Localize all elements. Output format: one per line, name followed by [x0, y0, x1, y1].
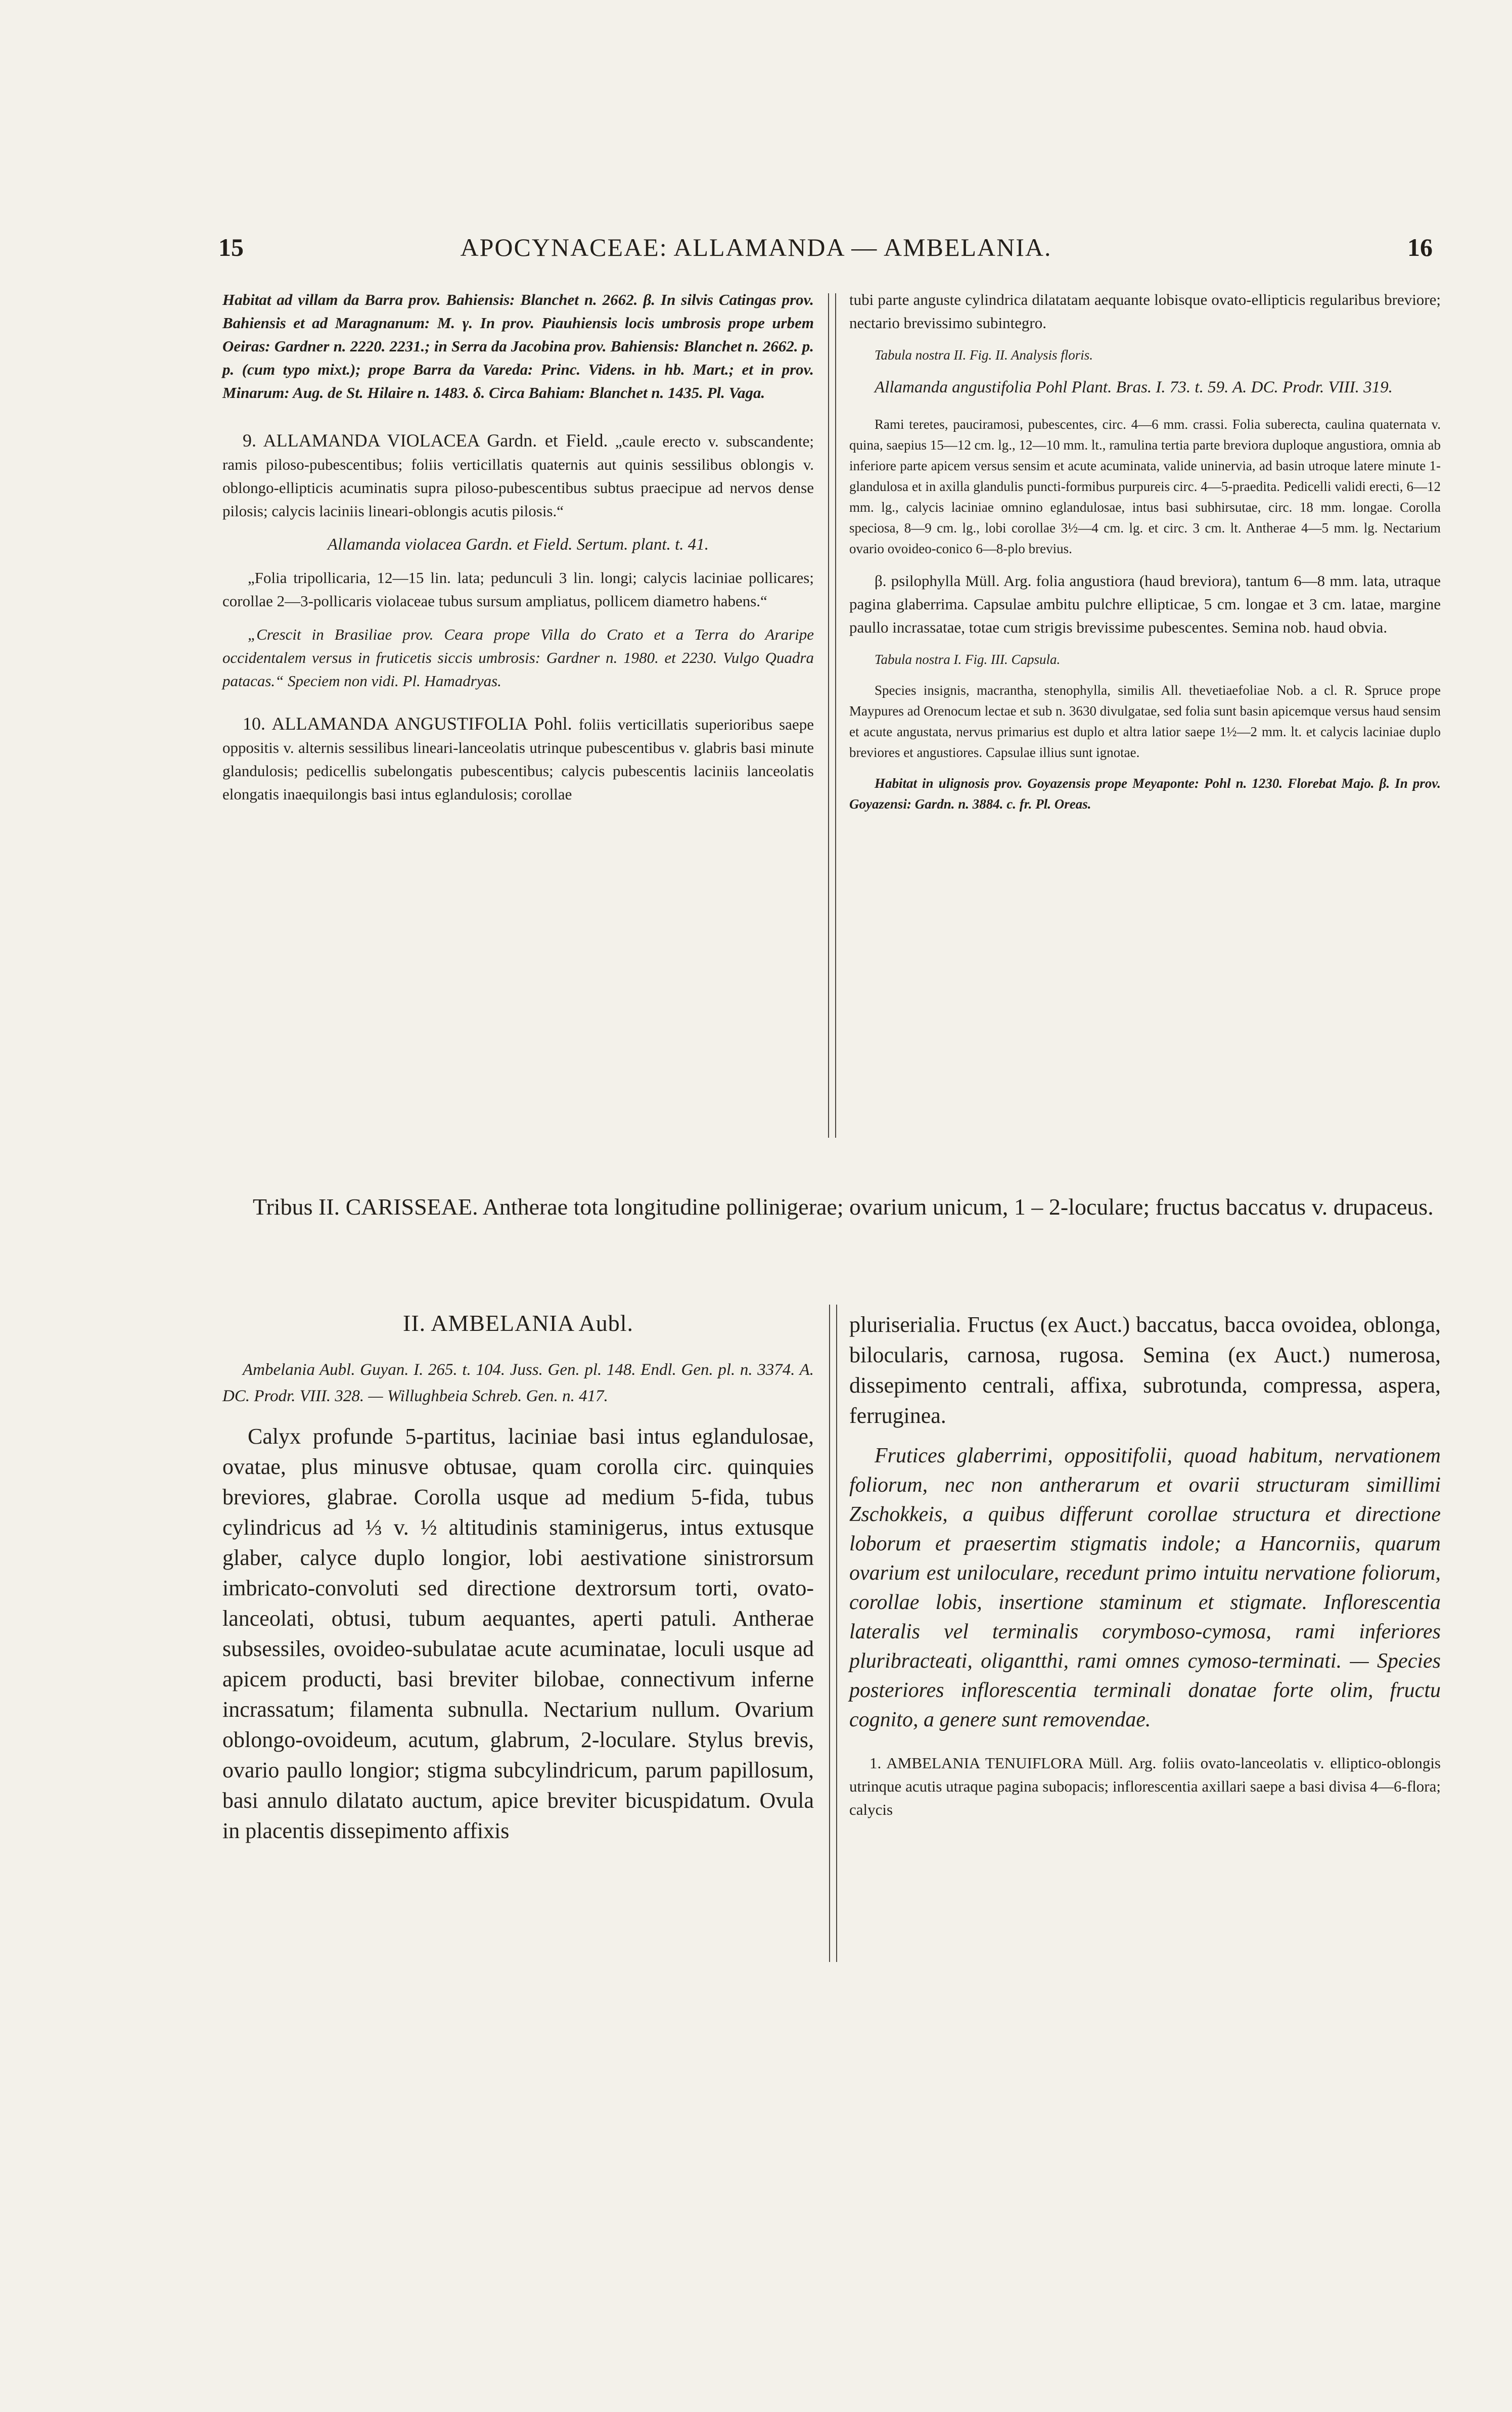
- species-10-citation: Allamanda angustifolia Pohl Plant. Bras. I. 73. t. 59. A. DC. Prodr. VIII. 319.: [875, 378, 1393, 396]
- species-10-tabula-2: Tabula nostra I. Fig. III. Capsula.: [875, 652, 1061, 667]
- species-9-habitat: „Crescit in Brasiliae prov. Ceara prope Villa do Crato et a Terra do Araripe occidentalem versus in fruticetis siccis umbrosis: Gardner n. 1980. et 2230. Vulgo Quadra patacas.“ Speciem non vidi. Pl. Hamadryas.: [222, 626, 814, 690]
- species-9-citation: Allamanda violacea Gardn. et Field. Sertum. plant. t. 41.: [327, 535, 709, 554]
- lower-column-divider-2: [836, 1305, 837, 1962]
- species-10-continuation: tubi parte anguste cylindrica dilatatam aequante lobisque ovato-ellipticis regularibus breviore; nectario brevissimo subintegro.: [849, 291, 1441, 332]
- lower-right-column: [849, 1310, 1441, 1832]
- upper-left-column: [222, 288, 814, 816]
- tribus-heading-block: [222, 1191, 1441, 1233]
- upper-right-column: [849, 288, 1441, 825]
- species-10-tabula-1: Tabula nostra II. Fig. II. Analysis floris.: [875, 347, 1093, 363]
- species-10-notes: Species insignis, macrantha, stenophylla, similis All. thevetiaefoliae Nob. a cl. R. Spruce prope Maypures ad Orenocum lectae et sub n. 3630 divulgatae, sed folia sunt basin apicemque versus haud sensim et acute angustata, nervus primarius est duplo et altra latior saepe 1½—2 mm. lt. et calycis laciniae duplo breviores et angustiores. Capsulae illius sunt ignotae.: [849, 683, 1441, 760]
- upper-column-divider: [828, 293, 829, 1138]
- species-9-description: „Folia tripollicaria, 12—15 lin. lata; pedunculi 3 lin. longi; calycis laciniae pollicares; corollae 2—3-pollicaris violaceae tubus sursum ampliatus, pollicem diametro habens.“: [222, 569, 814, 610]
- species-9-entry: [222, 429, 814, 523]
- species-10-description: Rami teretes, pauciramosi, pubescentes, circ. 4—6 mm. crassi. Folia suberecta, caulina quaternata v. quina, saepius 15—12 cm. lg., 12—10 mm. lt., ramulina tertia parte breviora duploque angustiora, omnia ab inferiore parte apicem versus sensim et acute acuminata, valide uninervia, ad basin utroque latere minute 1-glandulosa et in axilla glandulis puncti-formibus purpureis circ. 4—5-praedita. Pedicelli validi erecti, 6—12 mm. lg., calycis laciniae omnino eglandulosae, intus basi subhirsutae, circ. 18 mm. longae. Corolla speciosa, 8—9 cm. lg., lobi corollae 3½—4 cm. lg. et circ. 3 cm. lt. Antherae 4—5 mm. lg. Nectarium ovario ovoideo-conico 6—8-plo brevius.: [849, 417, 1441, 556]
- species-9-title: 9. ALLAMANDA VIOLACEA Gardn. et Field.: [243, 430, 608, 451]
- running-title: APOCYNACEAE: ALLAMANDA — AMBELANIA.: [460, 233, 1052, 261]
- genus-ambelania-continuation: pluriserialia. Fructus (ex Auct.) baccatus, bacca ovoidea, oblonga, bilocularis, carnosa, rugosa. Semina (ex Auct.) numerosa, dissepimento centrali, affixa, subrotunda, compressa, aspera, ferruginea.: [849, 1312, 1441, 1428]
- species-10-diagnosis: foliis verticillatis superioribus saepe oppositis v. alternis sessilibus lineari-lanceolatis utrinque pubescentibus v. glabris basi minute glandulosis; pedicellis subelongatis pubescentibus; calycis pubescentis laciniis lanceolatis elongatis inaequilongis basi intus eglandulosis; corollae: [222, 716, 814, 803]
- species-10-title: 10. ALLAMANDA ANGUSTIFOLIA Pohl.: [243, 713, 572, 734]
- species-9-diagnosis: „caule erecto v. subscandente; ramis piloso-pubescentibus; foliis verticillatis quaternis aut quinis sessilibus oblongis v. oblongo-ellipticis acuminatis supra piloso-pubescentibus subtus praecipue ad nervos dense pilosis; calycis laciniis lineari-oblongis acutis pilosis.“: [222, 432, 814, 520]
- upper-column-divider-2: [835, 293, 836, 1138]
- genus-ambelania-synonymy: Ambelania Aubl. Guyan. I. 265. t. 104. Juss. Gen. pl. 148. Endl. Gen. pl. n. 3374. A. DC. Prodr. VIII. 328. — Willughbeia Schreb. Gen. n. 417.: [222, 1361, 814, 1405]
- genus-ambelania-description: Calyx profunde 5-partitus, laciniae basi intus eglandulosae, ovatae, plus minusve obtusae, quam corolla circ. quinquies breviores, glabrae. Corolla usque ad medium 5-fida, tubus cylindricus ad ⅓ v. ½ altitudinis staminigerus, intus extusque glaber, calyce duplo longior, lobi aestivatione sinistrorsum imbricato-convoluti sed directione dextrorsum torti, ovato-lanceolati, obtusi, tubum aequantes, aperti patuli. Antherae subsessiles, ovoideo-subulatae acute acuminatae, loculi usque ad apicem producti, basi breviter bilobae, connectivum inferne incrassatum; filamenta subnulla. Nectarium nullum. Ovarium oblongo-ovoideum, acutum, glabrum, 2-loculare. Stylus brevis, ovario paullo longior; stigma subcylindricum, parum papillosum, basi annulo dilatato auctum, apice breviter bicuspidatum. Ovula in placentis dissepimento affixis: [222, 1424, 814, 1843]
- ambelania-tenuiflora-entry: 1. AMBELANIA TENUIFLORA Müll. Arg. foliis ovato-lanceolatis v. elliptico-oblongis utrinque acutis utraque pagina subopacis; inflorescentia axillari saepe a basi divisa 4—6-flora; calycis: [849, 1754, 1441, 1818]
- species-10-habitat: Habitat in ulignosis prov. Goyazensis prope Meyaponte: Pohl n. 1230. Florebat Majo. β. In prov. Goyazensi: Gardn. n. 3884. c. fr. Pl. Oreas.: [849, 776, 1441, 812]
- genus-ambelania-title: II. AMBELANIA Aubl.: [403, 1310, 633, 1336]
- genus-ambelania-frutices: Frutices glaberrimi, oppositifolii, quoad habitum, nervationem foliorum, nec non antherarum et ovarii structuram simillimi Zschokkeis, a quibus differunt corollae structura et directione loborum et praesertim stigmatis indole; a Hancorniis, quarum ovarium est uniloculare, recedunt primo intuitu nervatione foliorum, corollae lobis, insertione staminum et stigmate. Inflorescentia lateralis vel terminalis corymboso-cymosa, rami inferiores pluribracteati, oligantthi, rami omnes cymoso-terminati. — Species posteriores inflorescentia terminali donatae forte olim, fructu cognito, a genere sunt removendae.: [849, 1444, 1441, 1731]
- left-page-number: 15: [218, 233, 244, 261]
- species-10-entry: [222, 712, 814, 806]
- lower-left-column: [222, 1310, 814, 1856]
- right-page-number: 16: [1407, 233, 1433, 261]
- species-10-variety-beta: β. psilophylla Müll. Arg. folia angustiora (haud breviora), tantum 6—8 mm. lata, utraque pagina glaberrima. Capsulae ambitu pulchre ellipticae, 5 cm. longae et 3 cm. latae, margine paullo incrassatae, totae cum strigis brevissime pubescentes. Semina nob. haud obvia.: [849, 572, 1441, 636]
- lower-column-divider: [829, 1305, 830, 1962]
- tribus-ii-carisseae: Tribus II. CARISSEAE. Antherae tota longitudine pollinigerae; ovarium unicum, 1 – 2-loculare; fructus baccatus v. drupaceus.: [253, 1194, 1434, 1220]
- allamanda-8-habitat: Habitat ad villam da Barra prov. Bahiensis: Blanchet n. 2662. β. In silvis Catingas prov. Bahiensis et ad Maragnanum: M. γ. In prov. Piauhiensis locis umbrosis prope urbem Oeiras: Gardner n. 2220. 2231.; in Serra da Jacobina prov. Bahiensis: Blanchet n. 2662. p. p. (cum typo mixt.); prope Barra da Vareda: Princ. Videns. in hb. Mart.; et in prov. Minarum: Aug. de St. Hilaire n. 1483. δ. Circa Bahiam: Blanchet n. 1435. Pl. Vaga.: [222, 291, 814, 401]
